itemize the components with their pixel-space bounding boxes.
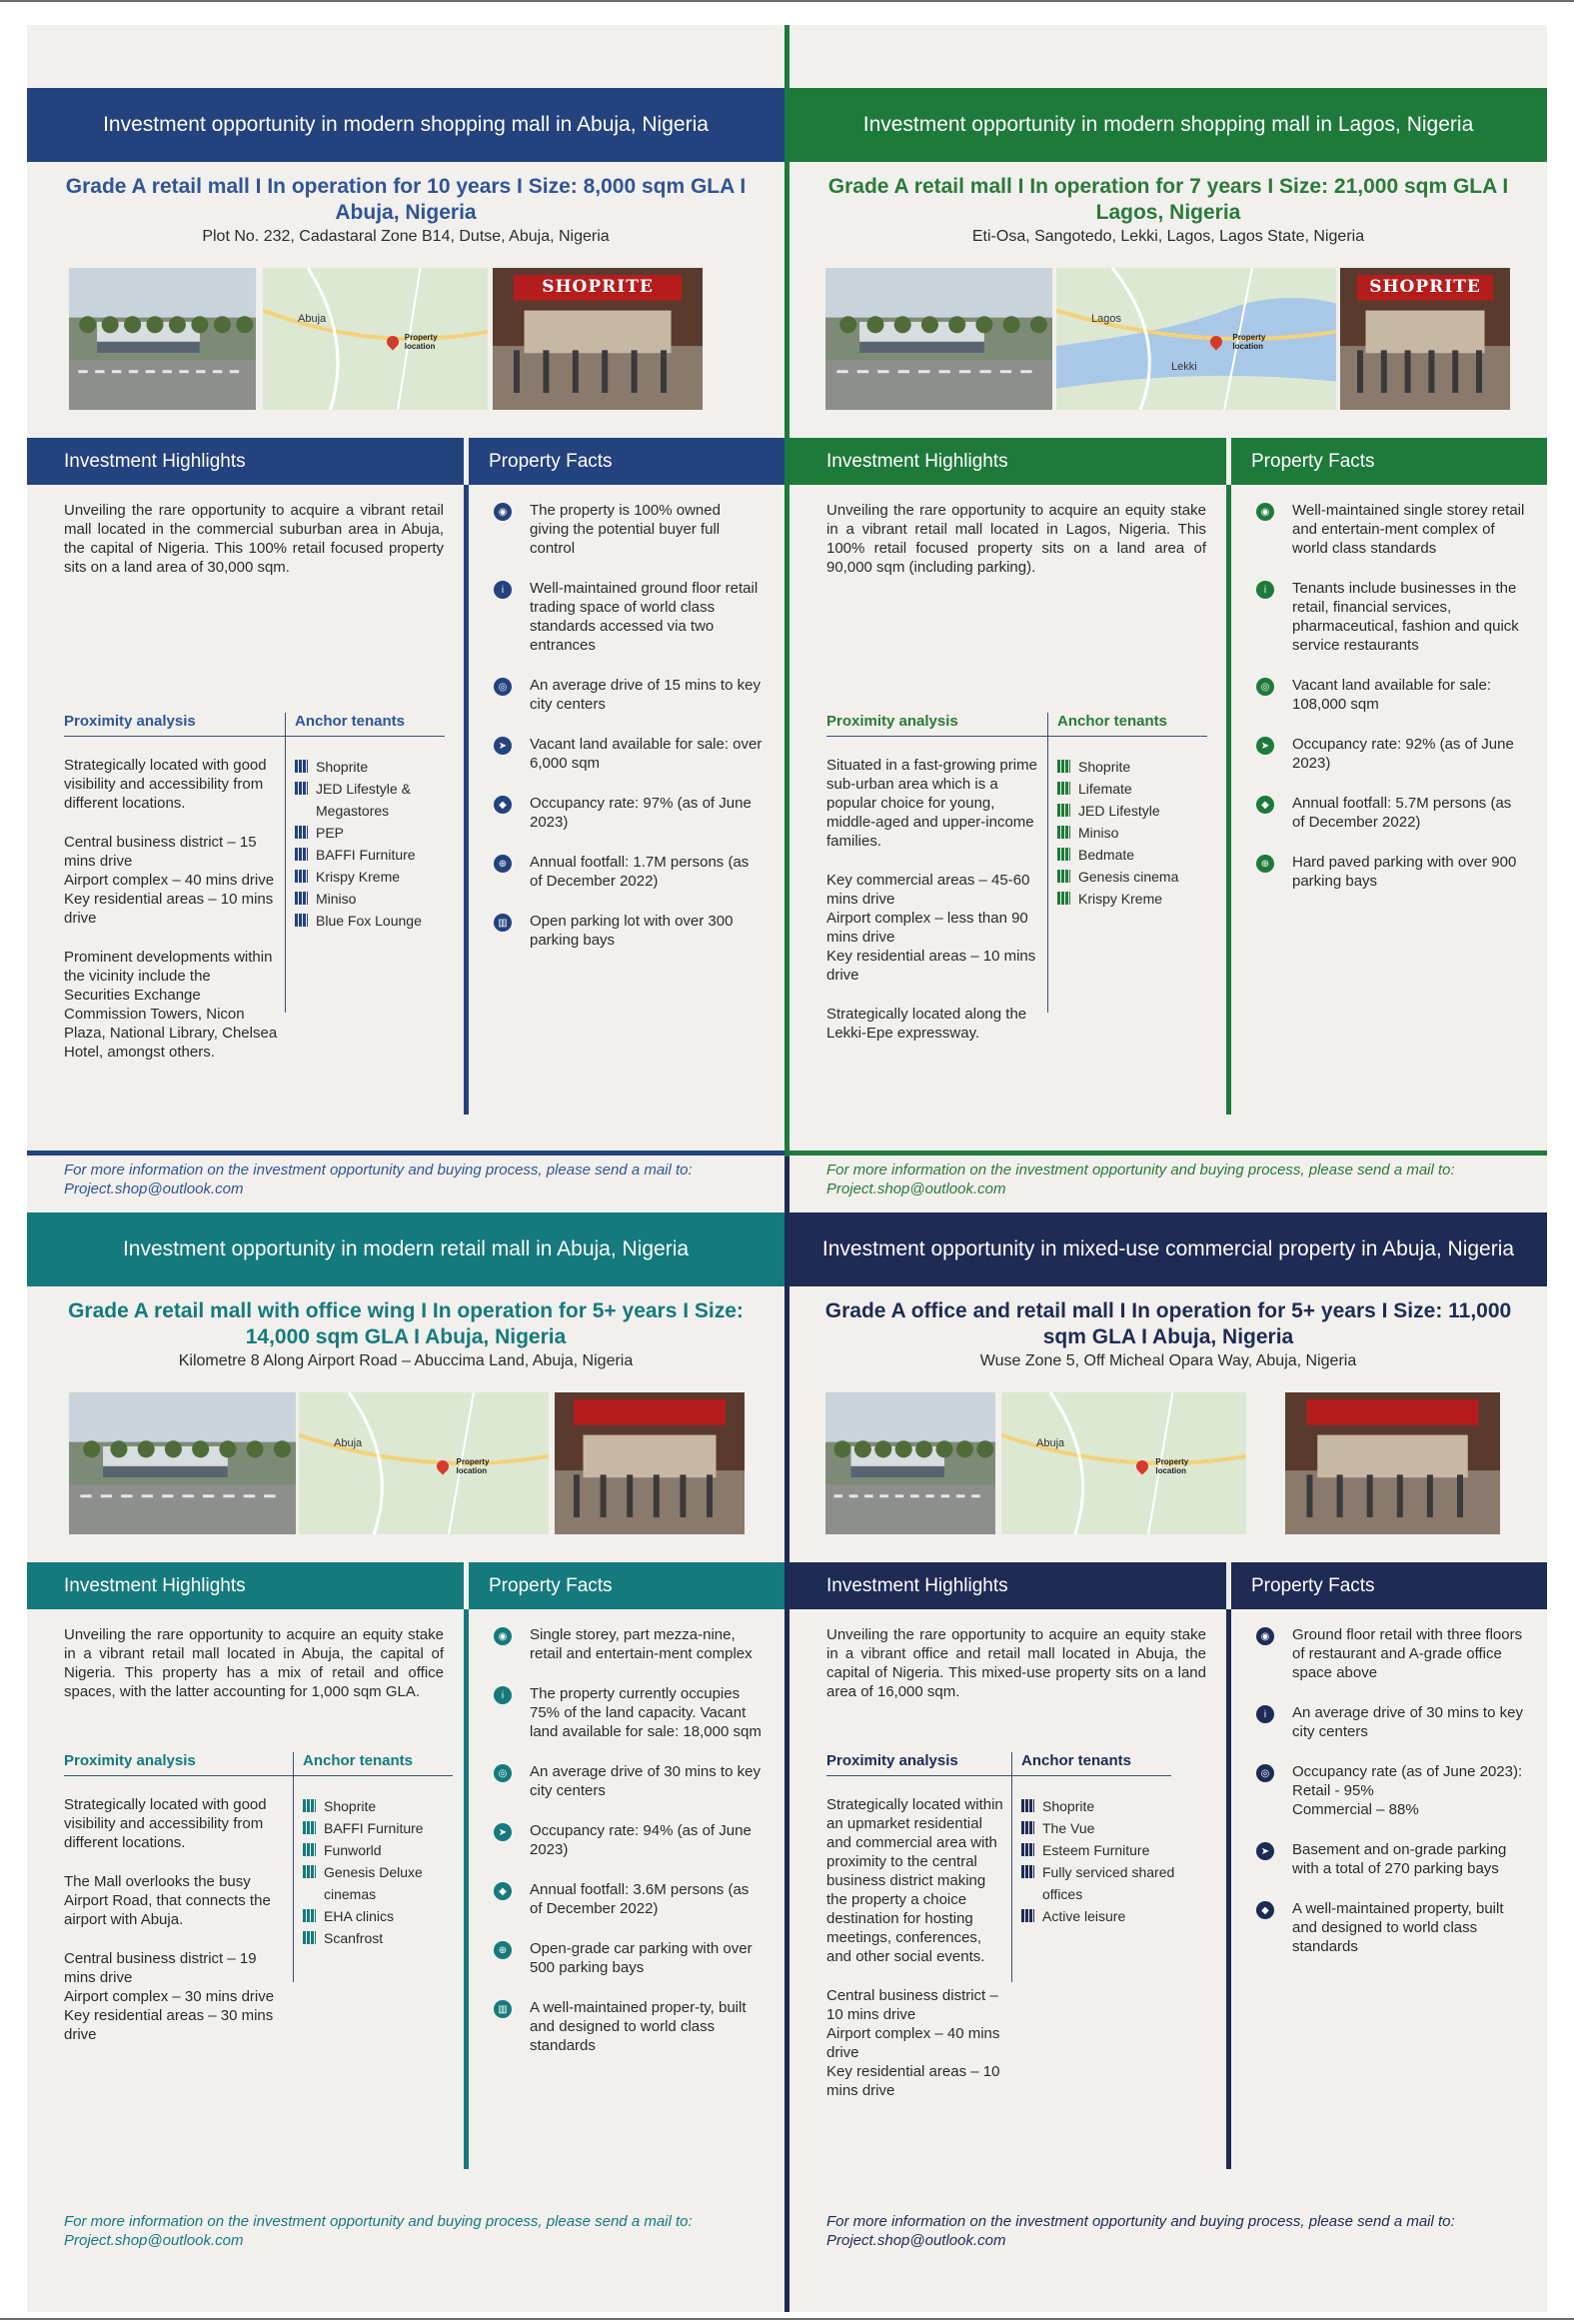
building-icon xyxy=(303,1865,316,1878)
building-icon xyxy=(303,1843,316,1856)
info-icon: i xyxy=(494,581,512,599)
building-icon xyxy=(1057,892,1070,905)
property-facts-list xyxy=(494,1625,764,2076)
listing-subtitle: Grade A retail mall I In operation for 7 years I Size: 21,000 sqm GLA I Lagos, Nigeria xyxy=(827,175,1509,224)
investment-highlights-header: Investment Highlights xyxy=(27,438,464,485)
building-icon xyxy=(1057,848,1070,861)
proximity-rule xyxy=(826,736,1207,737)
property-fact-text: Tenants include businesses in the retail, financial services, pharmaceutical, fashion and quick service restaurants xyxy=(1292,580,1519,654)
contact-email-link[interactable]: Project.shop@outlook.com xyxy=(64,1180,244,1197)
building-icon xyxy=(295,782,308,795)
building-icon xyxy=(303,1931,316,1944)
interior-photo xyxy=(493,268,703,410)
property-fact-text: Annual footfall: 3.6M persons (as of December 2022) xyxy=(530,1881,750,1917)
proximity-divider xyxy=(1011,1752,1012,1982)
listing-address: Kilometre 8 Along Airport Road – Abuccima Land, Abuja, Nigeria xyxy=(178,1352,634,1369)
listing-panel xyxy=(789,88,1547,1197)
map-property-label: Property location xyxy=(1155,1457,1189,1476)
anchor-tenants-list xyxy=(303,1795,463,1949)
property-fact xyxy=(1256,1840,1526,1878)
investment-highlights-header: Investment Highlights xyxy=(27,1562,464,1609)
anchor-tenant-item xyxy=(1021,1795,1191,1817)
anchor-tenant-name: Miniso xyxy=(316,891,357,907)
contact-email-link[interactable]: Project.shop@outlook.com xyxy=(826,1180,1006,1197)
footfall-icon: ⊕ xyxy=(494,1941,512,1959)
property-fact-text: Annual footfall: 5.7M persons (as of December 2022) xyxy=(1292,795,1512,831)
property-fact-text: Occupancy rate: 97% (as of June 2023) xyxy=(530,795,752,831)
location-pin-icon: ◎ xyxy=(1256,678,1274,696)
anchor-tenant-item xyxy=(295,844,465,866)
location-map xyxy=(1056,268,1336,410)
proximity-item: Strategically located along the Lekki-Epe expressway. xyxy=(826,1006,1027,1042)
location-pin-icon: ◎ xyxy=(1256,1764,1274,1782)
proximity-list xyxy=(64,1795,288,2064)
proximity-item: Key commercial areas – 45-60 mins drive Airport complex – less than 90 mins drive Key residential areas – 10 mins drive xyxy=(826,872,1036,984)
property-fact xyxy=(494,501,764,558)
anchor-tenant-name: Lifemate xyxy=(1078,781,1132,797)
anchor-tenant-item xyxy=(303,1927,463,1949)
lock-icon: ◆ xyxy=(1256,796,1274,814)
property-fact-text: Open parking lot with over 300 parking bays xyxy=(530,913,734,949)
anchor-tenants-list xyxy=(295,756,465,932)
anchor-tenant-item xyxy=(1021,1861,1191,1905)
anchor-tenant-name: Miniso xyxy=(1078,825,1119,841)
send-icon: ➤ xyxy=(1256,737,1274,755)
property-fact xyxy=(1256,1899,1526,1956)
proximity-list xyxy=(64,756,280,1082)
proximity-analysis-header: Proximity analysis xyxy=(826,1752,958,1769)
column-divider xyxy=(464,1609,469,2169)
investment-highlights-header: Investment Highlights xyxy=(789,438,1226,485)
property-fact-text: Occupancy rate (as of June 2023): Retail - 95% Commercial – 88% xyxy=(1292,1763,1523,1818)
property-fact xyxy=(494,1939,764,1977)
map-place-label: Abuja xyxy=(1036,1437,1065,1449)
property-fact-text: Well-maintained single storey retail and entertain-ment complex of world class standards xyxy=(1292,502,1525,557)
contact-email-link[interactable]: Project.shop@outlook.com xyxy=(826,2232,1006,2249)
anchor-tenant-item xyxy=(1057,866,1207,888)
anchor-tenant-name: JED Lifestyle xyxy=(1078,803,1160,819)
property-facts-header: Property Facts xyxy=(469,438,785,485)
anchor-tenant-name: BAFFI Furniture xyxy=(324,1820,424,1836)
listing-subtitle: Grade A office and retail mall I In operation for 5+ years I Size: 11,000 sqm GLA I Abuja, Nigeria xyxy=(824,1299,1512,1348)
contact-footer: For more information on the investment opportunity and buying process, please send a mail to: Project.shop@outlook.com xyxy=(64,2213,693,2249)
anchor-tenants-header: Anchor tenants xyxy=(295,713,406,730)
anchor-tenant-name: BAFFI Furniture xyxy=(316,847,416,863)
listing-address: Wuse Zone 5, Off Micheal Opara Way, Abuja, Nigeria xyxy=(979,1352,1357,1369)
property-fact-text: An average drive of 15 mins to key city centers xyxy=(530,677,761,713)
info-icon: i xyxy=(1256,1705,1274,1723)
store-sign: SHOPRITE xyxy=(1369,277,1481,297)
property-fact-text: Vacant land available for sale: 108,000 sqm xyxy=(1292,677,1492,713)
proximity-item: Strategically located with good visibility and accessibility from different locations. xyxy=(64,757,267,812)
building-icon xyxy=(1057,826,1070,839)
property-fact xyxy=(1256,1625,1526,1682)
location-map xyxy=(263,268,488,410)
proximity-list xyxy=(826,756,1042,1063)
location-map xyxy=(1001,1392,1246,1534)
contact-footer: For more information on the investment opportunity and buying process, please send a mail to: Project.shop@outlook.com xyxy=(826,1162,1455,1197)
horizontal-divider-right xyxy=(789,1151,1547,1156)
contact-footer: For more information on the investment opportunity and buying process, please send a mail to: Project.shop@outlook.com xyxy=(826,2213,1455,2249)
property-fact xyxy=(1256,579,1526,655)
proximity-divider xyxy=(293,1752,294,1982)
anchor-tenant-item xyxy=(303,1905,463,1927)
property-fact-text: Annual footfall: 1.7M persons (as of December 2022) xyxy=(530,854,750,890)
aerial-photo xyxy=(69,268,256,410)
property-fact xyxy=(494,579,764,655)
building-icon xyxy=(1057,804,1070,817)
property-fact-text: A well-maintained property, built and designed to world class standards xyxy=(1292,1900,1504,1955)
property-fact-text: Open-grade car parking with over 500 parking bays xyxy=(530,1940,753,1976)
proximity-item: Strategically located within an upmarket residential and commercial area with proximity to the central business district making the property a choice destination for hosting meetings, conferences, and other social events. xyxy=(826,1796,1003,1965)
building-icon xyxy=(303,1799,316,1812)
proximity-divider xyxy=(285,713,286,1013)
property-fact xyxy=(494,1625,764,1663)
anchor-tenants-header: Anchor tenants xyxy=(303,1752,414,1769)
property-fact-text: Well-maintained ground floor retail trading space of world class standards accessed via two entrances xyxy=(530,580,759,654)
listing-panel xyxy=(27,1212,785,2272)
property-fact-text: A well-maintained proper-ty, built and designed to world class standards xyxy=(530,1999,747,2054)
ownership-icon: ◉ xyxy=(494,503,512,521)
anchor-tenants-list xyxy=(1057,756,1207,910)
anchor-tenant-item xyxy=(1057,844,1207,866)
highlights-intro: Unveiling the rare opportunity to acquire a vibrant retail mall located in the commercial suburban area in Abuja, the capital of Nigeria. This 100% retail focused property sits on a land area of 30,000 sqm. xyxy=(64,502,444,576)
property-fact xyxy=(1256,1703,1526,1741)
anchor-tenant-name: PEP xyxy=(316,825,345,841)
property-fact-text: The property is 100% owned giving the potential buyer full control xyxy=(530,502,721,557)
building-icon xyxy=(1057,782,1070,795)
building-icon xyxy=(1021,1799,1034,1812)
building-icon xyxy=(295,826,308,839)
listing-title: Investment opportunity in modern shopping mall in Lagos, Nigeria xyxy=(789,88,1547,162)
anchor-tenant-item xyxy=(295,822,465,844)
highlights-intro: Unveiling the rare opportunity to acquire an equity stake in a vibrant retail mall located in Lagos, Nigeria. This 100% retail focused property sits on a land area of 90,000 sqm (including parking). xyxy=(826,502,1206,576)
anchor-tenant-item xyxy=(295,888,465,910)
anchor-tenant-item xyxy=(295,910,465,932)
anchor-tenant-name: Shoprite xyxy=(316,759,369,775)
location-map xyxy=(299,1392,549,1534)
location-pin-icon: ◎ xyxy=(494,678,512,696)
proximity-divider xyxy=(1047,713,1048,1013)
lock-icon: ◆ xyxy=(494,1882,512,1900)
anchor-tenant-item xyxy=(303,1817,463,1839)
map-property-label: Property location xyxy=(456,1457,490,1476)
anchor-tenant-item xyxy=(1021,1905,1191,1927)
send-icon: ➤ xyxy=(494,1823,512,1841)
column-divider xyxy=(1226,1609,1231,2169)
anchor-tenant-name: Funworld xyxy=(324,1842,382,1858)
proximity-rule xyxy=(64,1775,453,1776)
proximity-analysis-header: Proximity analysis xyxy=(64,1752,196,1769)
listing-title: Investment opportunity in mixed-use commercial property in Abuja, Nigeria xyxy=(789,1212,1547,1286)
anchor-tenant-name: Fully serviced shared offices xyxy=(1042,1864,1175,1902)
property-fact xyxy=(1256,794,1526,832)
map-place-label: Abuja xyxy=(298,313,327,325)
anchor-tenant-name: Krispy Kreme xyxy=(316,869,401,885)
property-fact xyxy=(1256,1762,1526,1819)
map-place-label: Abuja xyxy=(334,1437,363,1449)
property-fact xyxy=(494,853,764,891)
property-fact-text: Basement and on-grade parking with a total of 270 parking bays xyxy=(1292,1841,1507,1877)
anchor-tenant-item xyxy=(1021,1839,1191,1861)
property-fact-text: An average drive of 30 mins to key city centers xyxy=(530,1763,761,1799)
listing-address: Eti-Osa, Sangotedo, Lekki, Lagos, Lagos State, Nigeria xyxy=(971,228,1365,245)
building-icon xyxy=(303,1821,316,1834)
building-icon xyxy=(1057,870,1070,883)
anchor-tenants-header: Anchor tenants xyxy=(1021,1752,1132,1769)
highlights-intro: Unveiling the rare opportunity to acquire an equity stake in a vibrant retail mall located in Abuja, the capital of Nigeria. This property has a mix of retail and office spaces, with the latter accounting for 1,000 sqm GLA. xyxy=(64,1626,444,1700)
anchor-tenant-name: Active leisure xyxy=(1042,1908,1126,1924)
anchor-tenant-item xyxy=(1057,778,1207,800)
property-facts-list xyxy=(494,501,764,971)
anchor-tenant-item xyxy=(303,1795,463,1817)
bottom-rule xyxy=(0,2318,1574,2320)
building-icon xyxy=(295,892,308,905)
anchor-tenant-name: Shoprite xyxy=(1042,1798,1095,1814)
property-fact-text: An average drive of 30 mins to key city centers xyxy=(1292,1704,1523,1740)
interior-photo xyxy=(555,1392,745,1534)
property-facts-header: Property Facts xyxy=(1231,1562,1547,1609)
map-place-label: Lekki xyxy=(1171,361,1197,373)
proximity-item: Situated in a fast-growing prime sub-urban area which is a popular choice for young, middle-aged and upper-income families. xyxy=(826,757,1037,850)
aerial-photo xyxy=(825,1392,995,1534)
building-icon xyxy=(1021,1865,1034,1878)
proximity-item: Central business district – 15 mins drive Airport complex – 40 mins drive Key residential areas – 10 mins drive xyxy=(64,834,275,927)
proximity-item: Central business district – 10 mins drive Airport complex – 40 mins drive Key residential areas – 10 mins drive xyxy=(826,1987,1000,2099)
lock-icon: ◆ xyxy=(494,796,512,814)
property-fact xyxy=(494,1684,764,1741)
property-fact xyxy=(494,794,764,832)
property-fact-text: Occupancy rate: 92% (as of June 2023) xyxy=(1292,736,1514,772)
listing-title: Investment opportunity in modern shopping mall in Abuja, Nigeria xyxy=(27,88,785,162)
interior-photo xyxy=(1340,268,1510,410)
anchor-tenant-name: Scanfrost xyxy=(324,1930,384,1946)
proximity-rule xyxy=(826,1775,1171,1776)
anchor-tenant-item xyxy=(303,1839,463,1861)
building-icon xyxy=(295,914,308,927)
send-icon: ➤ xyxy=(494,737,512,755)
property-fact-text: Hard paved parking with over 900 parking bays xyxy=(1292,854,1517,890)
column-divider xyxy=(1226,485,1231,1115)
investment-highlights-header: Investment Highlights xyxy=(789,1562,1226,1609)
parking-icon: ▥ xyxy=(494,914,512,932)
info-icon: i xyxy=(494,1686,512,1704)
building-icon xyxy=(295,760,308,773)
anchor-tenant-name: Bedmate xyxy=(1078,847,1135,863)
proximity-item: Central business district – 19 mins drive Airport complex – 30 mins drive Key residential areas – 30 mins drive xyxy=(64,1950,275,2043)
map-property-label: Property location xyxy=(404,333,438,352)
store-sign: SHOPRITE xyxy=(542,277,654,297)
property-facts-header: Property Facts xyxy=(469,1562,785,1609)
anchor-tenant-item xyxy=(295,866,465,888)
anchor-tenant-item xyxy=(303,1861,463,1905)
info-icon: i xyxy=(1256,581,1274,599)
building-icon xyxy=(295,870,308,883)
property-fact xyxy=(1256,501,1526,558)
property-fact-text: The property currently occupies 75% of the land capacity. Vacant land available for sale: 18,000 sqm xyxy=(530,1685,762,1740)
building-icon xyxy=(1021,1843,1034,1856)
proximity-item: Prominent developments within the vicinity include the Securities Exchange Commission Towers, Nicon Plaza, National Library, Chelsea Hotel, amongst others. xyxy=(64,949,278,1061)
listing-address: Plot No. 232, Cadastaral Zone B14, Dutse, Abuja, Nigeria xyxy=(202,228,610,245)
anchor-tenant-name: Krispy Kreme xyxy=(1078,891,1163,907)
proximity-list xyxy=(826,1795,1006,2120)
anchor-tenant-item xyxy=(295,778,465,822)
anchor-tenant-item xyxy=(295,756,465,778)
property-fact xyxy=(1256,735,1526,773)
horizontal-divider-left xyxy=(27,1151,785,1156)
anchor-tenant-item xyxy=(1057,822,1207,844)
contact-footer: For more information on the investment opportunity and buying process, please send a mail to: Project.shop@outlook.com xyxy=(64,1162,693,1197)
anchor-tenant-item xyxy=(1057,756,1207,778)
property-fact-text: Ground floor retail with three floors of restaurant and A-grade office space above xyxy=(1292,1626,1523,1681)
parking-icon: ▥ xyxy=(494,2000,512,2018)
anchor-tenant-name: Genesis Deluxe cinemas xyxy=(324,1864,423,1902)
listing-subtitle: Grade A retail mall I In operation for 10 years I Size: 8,000 sqm GLA I Abuja, Nigeria xyxy=(65,175,747,224)
contact-email-link[interactable]: Project.shop@outlook.com xyxy=(64,2232,244,2249)
anchor-tenant-name: Esteem Furniture xyxy=(1042,1842,1150,1858)
building-icon xyxy=(303,1909,316,1922)
anchor-tenant-name: The Vue xyxy=(1042,1820,1095,1836)
property-fact xyxy=(494,1821,764,1859)
proximity-item: Strategically located with good visibility and accessibility from different locations. xyxy=(64,1796,267,1851)
anchor-tenant-name: Genesis cinema xyxy=(1078,869,1179,885)
property-fact xyxy=(1256,676,1526,714)
property-facts-list xyxy=(1256,1625,1526,1977)
anchor-tenant-item xyxy=(1057,888,1207,910)
listing-subtitle: Grade A retail mall with office wing I In operation for 5+ years I Size: 14,000 sqm GLA I Abuja, Nigeria xyxy=(68,1299,744,1348)
proximity-analysis-header: Proximity analysis xyxy=(64,713,196,730)
ownership-icon: ◉ xyxy=(1256,503,1274,521)
listing-panel xyxy=(789,1212,1547,2272)
property-fact-text: Vacant land available for sale: over 6,000 sqm xyxy=(530,736,763,772)
highlights-intro: Unveiling the rare opportunity to acquire an equity stake in a vibrant office and retail mall located in Abuja, the capital of Nigeria. This mixed-use property sits on a land area of 16,000 sqm. xyxy=(826,1626,1206,1700)
anchor-tenant-name: Shoprite xyxy=(1078,759,1131,775)
property-fact-text: Single storey, part mezza-nine, retail and entertain-ment complex xyxy=(530,1626,753,1662)
aerial-photo xyxy=(825,268,1052,410)
property-fact-text: Occupancy rate: 94% (as of June 2023) xyxy=(530,1822,752,1858)
building-icon xyxy=(1021,1821,1034,1834)
map-property-label: Property location xyxy=(1232,333,1266,352)
property-facts-header: Property Facts xyxy=(1231,438,1547,485)
property-fact xyxy=(494,676,764,714)
listing-title: Investment opportunity in modern retail mall in Abuja, Nigeria xyxy=(27,1212,785,1286)
anchor-tenant-name: JED Lifestyle & Megastores xyxy=(316,781,411,819)
property-fact xyxy=(494,1880,764,1918)
anchor-tenant-name: Blue Fox Lounge xyxy=(316,913,422,929)
location-pin-icon: ◎ xyxy=(494,1764,512,1782)
send-icon: ➤ xyxy=(1256,1842,1274,1860)
anchor-tenants-header: Anchor tenants xyxy=(1057,713,1168,730)
proximity-analysis-header: Proximity analysis xyxy=(826,713,958,730)
property-fact xyxy=(494,1998,764,2055)
aerial-photo xyxy=(69,1392,296,1534)
anchor-tenant-item xyxy=(1021,1817,1191,1839)
anchor-tenant-item xyxy=(1057,800,1207,822)
property-fact xyxy=(1256,853,1526,891)
building-icon xyxy=(1021,1909,1034,1922)
ownership-icon: ◉ xyxy=(494,1627,512,1645)
property-facts-list xyxy=(1256,501,1526,912)
property-fact xyxy=(494,735,764,773)
footfall-icon: ⊕ xyxy=(494,855,512,873)
property-fact xyxy=(494,912,764,950)
proximity-rule xyxy=(64,736,445,737)
lock-icon: ◆ xyxy=(1256,1901,1274,1919)
anchor-tenant-name: EHA clinics xyxy=(324,1908,395,1924)
map-place-label: Lagos xyxy=(1091,313,1121,325)
top-rule xyxy=(0,0,1574,2)
anchor-tenant-name: Shoprite xyxy=(324,1798,377,1814)
footfall-icon: ⊕ xyxy=(1256,855,1274,873)
interior-photo xyxy=(1285,1392,1500,1534)
building-icon xyxy=(295,848,308,861)
property-fact xyxy=(494,1762,764,1800)
building-icon xyxy=(1057,760,1070,773)
ownership-icon: ◉ xyxy=(1256,1627,1274,1645)
proximity-item: The Mall overlooks the busy Airport Road, that connects the airport with Abuja. xyxy=(64,1873,271,1928)
listing-panel xyxy=(27,88,785,1197)
anchor-tenants-list xyxy=(1021,1795,1191,1927)
